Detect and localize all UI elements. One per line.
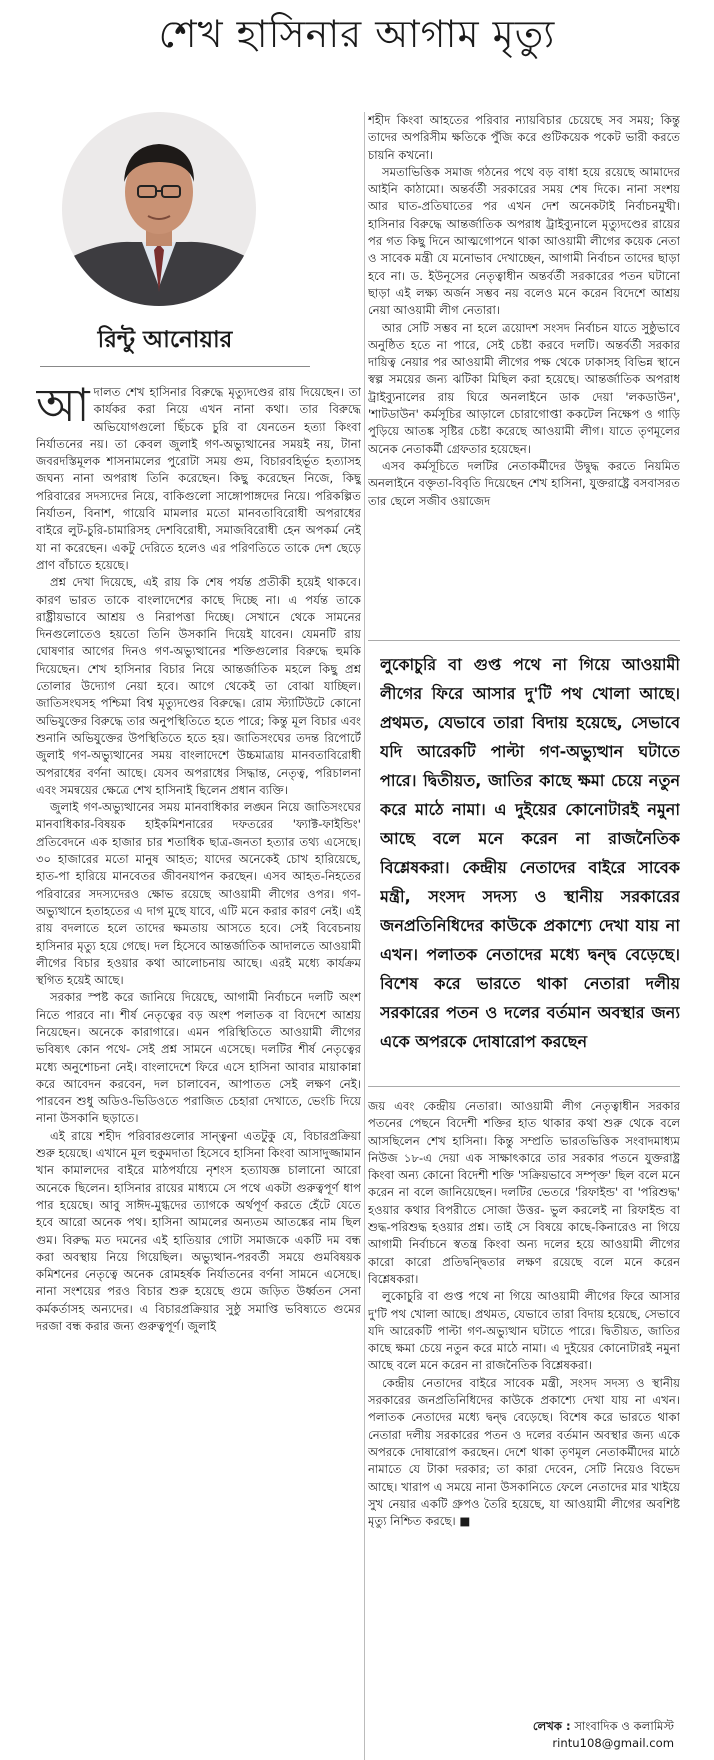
dropcap: আ [36, 384, 90, 432]
column-divider [364, 112, 365, 1760]
author-name: রিন্টু আনোয়ার [97, 327, 233, 353]
pull-quote-rule-top [368, 640, 680, 641]
author-divider [40, 366, 310, 367]
author-byline [533, 1718, 674, 1752]
paragraph: লুকোচুরি বা গুপ্ত পথে না গিয়ে আওয়ামী লীগের ফিরে আসার দু'টি পথ খোলা আছে। প্রথমত, যেভাবে তারা বিদায় হয়েছে, সেভাবে যদি আরেকটি পাল্টা গণ-অভ্যুত্থান ঘটাতে পারে। দ্বিতীয়ত, জাতির কাছে ক্ষমা চেয়ে নতুন করে মাঠে নামা। এ দুইয়ের কোনোটারই নমুনা আছে বলে মনে করেন না রাজনৈতিক বিশ্লেষকরা। [368, 1289, 680, 1373]
paragraph: প্রশ্ন দেখা দিয়েছে, এই রায় কি শেষ পর্যন্ত প্রতীকী হয়েই থাকবে। কারণ ভারত তাকে বাংলাদেশের কাছে দিচ্ছে না। এ পর্যন্ত তাকে রাষ্ট্রীয়ভাবে আশ্রয় ও নিরাপত্তা দিচ্ছে। সেখানে থেকে সামনের দিনগুলোতেও হয়তো তিনি উসকানি দিয়েই যাবেন। যেমনটি রায় ঘোষণার আগের দিনও গণ-অভ্যুত্থানের শক্তিগুলোর বিরুদ্ধে হুমকি দিয়েছেন। শেখ হাসিনার বিচার নিয়ে আন্তর্জাতিক মহলে কিছু প্রশ্ন তোলার উদ্যোগ নেয়া হবে। আগে থেকেই তা বোঝা যাচ্ছিল। জাতিসংঘসহ পশ্চিমা বিশ্ব মৃত্যুদণ্ডের বিরুদ্ধে। রোম স্ট্যাটিউটে কোনো অভিযুক্তের বিরুদ্ধে তার অনুপস্থিতিতে হতে পারে; কিন্তু মূল বিচার এবং শুনানি অভিযুক্তের উপস্থিতিতে হতে হয়। জাতিসংঘের তদন্ত রিপোর্টে জুলাই গণ-অভ্যুত্থানের সময় বাংলাদেশে উচ্চমাত্রায় মানবতাবিরোধী অপরাধের বর্ণনা আছে। যেসব অপরাধের সিদ্ধান্ত, নেতৃত্ব, পরিচালনা এবং সমন্বয়ের ক্ষেত্রে শেখ হাসিনাই ছিলেন প্রধান ব্যক্তি। [36, 575, 361, 797]
paragraph: জয় এবং কেন্দ্রীয় নেতারা। আওয়ামী লীগ নেতৃত্বাধীন সরকার পতনের পেছনে বিদেশী শক্তির হাত থাকার কথা শুরু থেকে বলে আসছিলেন শেখ হাসিনা। কিন্তু সম্প্রতি ভারতভিত্তিক সংবাদমাধ্যম নিউজ ১৮-এ দেয়া এক সাক্ষাৎকারে তার সরকার পতনে যুক্তরাষ্ট্র কিংবা অন্য কোনো বিদেশী শক্তি 'সক্রিয়ভাবে সম্পৃক্ত' ছিল বলে মনে করেন না বলে জানিয়েছেন। দলটির ভেতরে 'রিফাইন্ড' বা 'পরিশুদ্ধ' হওয়ার কথার বিপরীতে সোজা উত্তর- ভুল করলেই না রিফাইন্ড বা শুদ্ধ-পরিশুদ্ধ হওয়ার প্রশ্ন। তাই সে বিষয়ে কাছে-কিনারেও না গিয়ে আগামী নির্বাচনে স্বতন্ত্র কিংবা অন্য দলের হয়ে আওয়ামী লীগের কারো কারো প্রতিদ্বন্দ্বিতার লক্ষণ রয়েছে বলে মনে করেন বিশ্লেষকরা। [368, 1099, 680, 1286]
byline-role: সাংবাদিক ও কলামিস্ট [574, 1719, 674, 1733]
author-email: rintu108@gmail.com [552, 1736, 674, 1750]
article-column-right-top [368, 112, 680, 634]
author-portrait [62, 112, 256, 306]
headline: শেখ হাসিনার আগাম মৃত্যু [158, 12, 556, 56]
paragraph: আদালত শেখ হাসিনার বিরুদ্ধে মৃত্যুদণ্ডের রায় দিয়েছেন। তা কার্যকর করা নিয়ে এখন নানা কথা। তার বিরুদ্ধে অভিযোগগুলো ছিঁচকে চুরি বা যেনতেন হত্যা কিংবা নির্যাতনের নয়। তা কেবল জুলাই গণ-অভ্যুত্থানের সময়ই নয়, টানা জবরদস্তিমূলক শাসনামলের পুরোটা সময় গুম, বিচারবহির্ভূত হত্যাসহ জঘন্য নানা অপরাধ তিনি করেছেন। কিছু করেছেন নিজে, কিছু পরিবারের সদস্যদের নিয়ে, বাকিগুলো সাঙ্গোপাঙ্গদের নিয়ে। পরিকল্পিত নির্যাতন, বিনাশ, গায়েবি মামলার মতো মানবতাবিরোধী অপরাধের বাইরে লুট-চুরি-চামারিসহ দেশবিরোধী, সমাজবিরোধী হেন অপকর্ম নেই যা না করেছেন। একটু দেরিতে হলেও এর পরিণতিতে তাকে দেশ ছেড়ে প্রাণ বাঁচাতে হয়েছে। [36, 384, 361, 572]
paragraph: এসব কর্মসূচিতে দলটির নেতাকর্মীদের উদ্বুদ্ধ করতে নিয়মিত অনলাইনে বক্তৃতা-বিবৃতি দিয়েছেন শেখ হাসিনা, যুক্তরাষ্ট্রে বসবাসরত তার ছেলে সজীব ওয়াজেদ [368, 458, 680, 508]
paragraph: সমতাভিত্তিক সমাজ গঠনের পথে বড় বাধা হয়ে রয়েছে আমাদের আইনি কাঠামো। অন্তর্বর্তী সরকারের সময় শেষ দিকে। নানা সংশয় আর ঘাত-প্রতিঘাতের পর এখন দেশ অনেকটাই নির্বাচনমুখী। হাসিনার বিরুদ্ধে আন্তর্জাতিক অপরাধ ট্রাইব্যুনালে মৃত্যুদণ্ডের রায়ের পর গত কিছু দিনে আত্মগোপনে থাকা আওয়ামী লীগের কয়েক নেতা ও সাবেক মন্ত্রী যে মনোভাব দেখাচ্ছেন, আগামী নির্বাচন তাদের ছাড়া হবে না। ড. ইউনূসের নেতৃত্বাধীন অন্তর্বর্তী সরকারের পতন ঘটানো ছাড়া এই লক্ষ্য অর্জন সম্ভব নয় বলেও মনে করেন বিদেশে আশ্রয় নেয়া আওয়ামী লীগ নেতারা। [368, 164, 680, 318]
byline-label: লেখক : [532, 1719, 571, 1733]
author-photo [62, 112, 256, 306]
article-column-right-bottom [368, 1098, 680, 1760]
paragraph: কেন্দ্রীয় নেতাদের বাইরে সাবেক মন্ত্রী, সংসদ সদস্য ও স্থানীয় সরকারের জনপ্রতিনিধিদের কাউকে প্রকাশ্যে দেখা যায় না এখন। পলাতক নেতাদের মধ্যে দ্বন্দ্ব বেড়েছে। বিশেষ করে ভারতে থাকা নেতারা দলীয় সরকারের পতন ও দলের বর্তমান অবস্থার জন্য একে অপরকে দোষারোপ করছেন। দেশে থাকা তৃণমূল নেতাকর্মীদের মাঠে নামাতে যে টাকা দরকার; তা কারা দেবেন, সেটি নিয়েও বিভেদ আছে। খারাপ এ সময়ে নানা উসকানিতে ফেলে নেতাদের মার খাইয়ে সুখ নেয়ার একটি গ্রুপও তৈরি হয়েছে, যা আওয়ামী লীগের অবশিষ্ট মৃত্যু নিশ্চিত করছে। ■ [368, 1375, 680, 1529]
paragraph: সরকার স্পষ্ট করে জানিয়ে দিয়েছে, আগামী নির্বাচনে দলটি অংশ নিতে পারবে না। শীর্ষ নেতৃত্বের বড় অংশ পলাতক বা বিদেশে আশ্রয় নিয়েছেন। অনেকে কারাগারে। এমন পরিস্থিতিতে আওয়ামী লীগের ভবিষ্যৎ কোন পথে- সেই প্রশ্ন সামনে এসেছে। দলটির শীর্ষ নেতৃত্বের মধ্যে অনুশোচনা নেই। বাংলাদেশে ফিরে এসে হাসিনা আবার মায়াকান্না করে আবেদন করবেন, দল চালাবেন, আপাতত সেই লক্ষণ নেই। পারবেন শুধু অডিও-ভিডিওতে পরাজিত চেহারা দেখাতে, ভেংচি দিয়ে নানা উসকানি ছড়াতে। [36, 990, 361, 1126]
pull-quote-rule-bottom [368, 1086, 680, 1087]
paragraph: শহীদ কিংবা আহতের পরিবার ন্যায়বিচার চেয়েছে সব সময়; কিন্তু তাদের অপরিসীম ক্ষতিকে পুঁজি করে গুটিকয়েক পকেট ভারী করতে চায়নি কখনো। [368, 113, 680, 162]
pull-quote: লুকোচুরি বা গুপ্ত পথে না গিয়ে আওয়ামী লীগের ফিরে আসার দু'টি পথ খোলা আছে। প্রথমত, যেভাবে তারা বিদায় হয়েছে, সেভাবে যদি আরেকটি পাল্টা গণ-অভ্যুত্থান ঘটাতে পারে। দ্বিতীয়ত, জাতির কাছে ক্ষমা চেয়ে নতুন করে মাঠে নামা। এ দুইয়ের কোনোটারই নমুনা আছে বলে মনে করেন না রাজনৈতিক বিশ্লেষকরা। কেন্দ্রীয় নেতাদের বাইরে সাবেক মন্ত্রী, সংসদ সদস্য ও স্থানীয় সরকারের জনপ্রতিনিধিদের কাউকে প্রকাশ্যে দেখা যায় না এখন। পলাতক নেতাদের মধ্যে দ্বন্দ্ব বেড়েছে। বিশেষ করে ভারতে থাকা নেতারা দলীয় সরকারের পতন ও দলের বর্তমান অবস্থার জন্য একে অপরকে দোষারোপ করছেন [380, 655, 680, 1051]
article-column-left [36, 384, 361, 1760]
paragraph: এই রায়ে শহীদ পরিবারগুলোর সান্ত্বনা এতটুকু যে, বিচারপ্রক্রিয়া শুরু হয়েছে। এখানে মূল হুকুমদাতা হিসেবে হাসিনা কিংবা আসাদুজ্জামান খান কামালদের বাইরে মাঠপর্যায়ে নৃশংস হত্যাযজ্ঞ চালানো আরো অনেকে ছিলেন। হাসিনার রায়ের মাধ্যমে সে পথে একটা গুরুত্বপূর্ণ ধাপ পার হয়েছে। আবু সাঈদ-মুগ্ধদের ত্যাগকে অর্থপূর্ণ করতে হেঁটে যেতে হবে আরো অনেক পথ। হাসিনা আমলের অন্যতম আতঙ্কের নাম ছিল গুম। বিরুদ্ধ মত দমনের এই হাতিয়ার গোটা সমাজকে একটি দম বন্ধ করা অবস্থায় নিয়ে গিয়েছিল। অভ্যুত্থান-পরবর্তী সময়ে গুমবিষয়ক কমিশনের নেতৃত্বে অনেক রোমহর্ষক নির্যাতনের বর্ণনা সামনে এসেছে। নানা সংশয়ের পরও বিচার শুরু হয়েছে গুমে জড়িত উর্ধ্বতন সেনা কর্মকর্তাসহ অন্যদের। এ বিচারপ্রক্রিয়ার সুষ্ঠু সমাপ্তি ভবিষ্যতে গুমের দরজা বন্ধ করার জন্য গুরুত্বপূর্ণ। জুলাই [36, 1128, 361, 1334]
paragraph: আর সেটি সম্ভব না হলে ত্রয়োদশ সংসদ নির্বাচন যাতে সুষ্ঠুভাবে অনুষ্ঠিত হতে না পারে, সেই চেষ্টা করবে দলটি। অন্তর্বর্তী সরকার দায়িত্ব নেয়ার পর আওয়ামী লীগের পক্ষ থেকে ঢাকাসহ বিভিন্ন স্থানে স্বল্প সময়ের জন্য ঝটিকা মিছিল করা হয়েছে। আন্তর্জাতিক অপরাধ ট্রাইব্যুনালের রায় ঘিরে অনলাইনে ডাক দেয়া 'লকডাউন', 'শাটডাউন' কর্মসূচির আড়ালে চোরাগোপ্তা ককটেল নিক্ষেপ ও গাড়ি পুড়িয়ে আতঙ্ক সৃষ্টির চেষ্টা করেছে আওয়ামী লীগ। যাতে তৃণমূলের অনেক নেতাকর্মী গ্রেফতার হয়েছেন। [368, 320, 680, 456]
paragraph: জুলাই গণ-অভ্যুত্থানের সময় মানবাধিকার লঙ্ঘন নিয়ে জাতিসংঘের মানবাধিকার-বিষয়ক হাইকমিশনারের দফতরের 'ফ্যাক্ট-ফাইন্ডিং' প্রতিবেদনে এক হাজার চার শতাধিক ছাত্র-জনতা হত্যার তথ্য এসেছে। ৩০ হাজারের মতো মানুষ আহত; যাদের অনেকেই চোখ হারিয়েছে, হাত-পা হারিয়ে মানবেতর জীবনযাপন করছেন। এসব আহত-নিহতের পরিবারের সদস্যদেরও ক্ষোভ রয়েছে আওয়ামী লীগের ওপর। গণ-অভ্যুত্থানে হতাহতের এ দাগ মুছে যাবে, এটি মনে করার কারণ নেই। এই রায় বদলাতে হলে তাদের ক্ষমতায় আসতে হবে। সেই বিবেচনায় হাসিনার মৃত্যু হয়ে গেছে। দল হিসেবে আন্তর্জাতিক আদালতে আওয়ামী লীগের বিচার হওয়ার কথা আলোচনায় আছে। এরই মধ্যে কার্যক্রম স্থগিত হয়েই আছে। [36, 800, 361, 988]
